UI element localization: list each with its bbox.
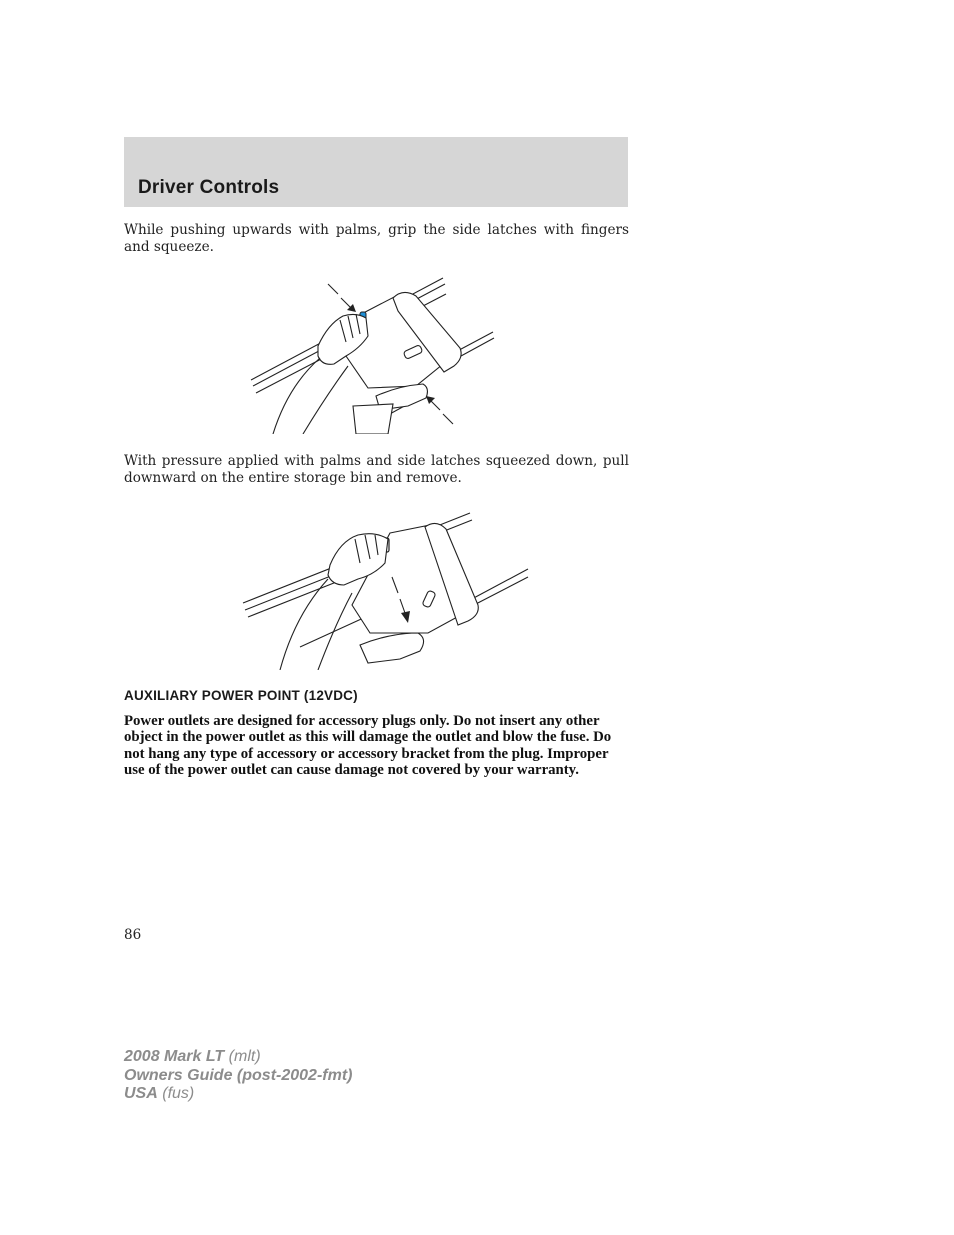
footer-line-2: [124, 1067, 352, 1086]
section-header-band: [124, 137, 628, 207]
storage-bin-remove-illustration: [240, 505, 530, 670]
document-footer: [124, 1048, 352, 1104]
section-title: Driver Controls: [138, 177, 280, 198]
storage-bin-squeeze-illustration: [248, 276, 498, 434]
footer-line-3: [124, 1085, 352, 1104]
page-number: 86: [124, 927, 142, 943]
section-heading: AUXILIARY POWER POINT (12VDC): [124, 688, 358, 703]
footer-model-code: (mlt): [228, 1048, 261, 1065]
warning-paragraph: Power outlets are designed for accessory plugs only. Do not insert any other object in the power outlet as this will damage the outlet and blow the fuse. Do not hang any type of accessory or accessory bracket from the plug. Improper use of the power outlet can cause damage not covered by your warranty.: [124, 713, 612, 779]
footer-market-code: (fus): [162, 1085, 195, 1102]
footer-guide-type: Owners Guide (post-2002-fmt): [124, 1066, 353, 1084]
footer-model: 2008 Mark LT: [124, 1048, 225, 1065]
instruction-paragraph-1: While pushing upwards with palms, grip the side latches with fingers and squeeze.: [124, 222, 629, 255]
instruction-paragraph-2: With pressure applied with palms and side latches squeezed down, pull downward on the entire storage bin and remove.: [124, 453, 629, 486]
footer-market: USA: [124, 1085, 158, 1102]
footer-line-1: [124, 1048, 352, 1067]
